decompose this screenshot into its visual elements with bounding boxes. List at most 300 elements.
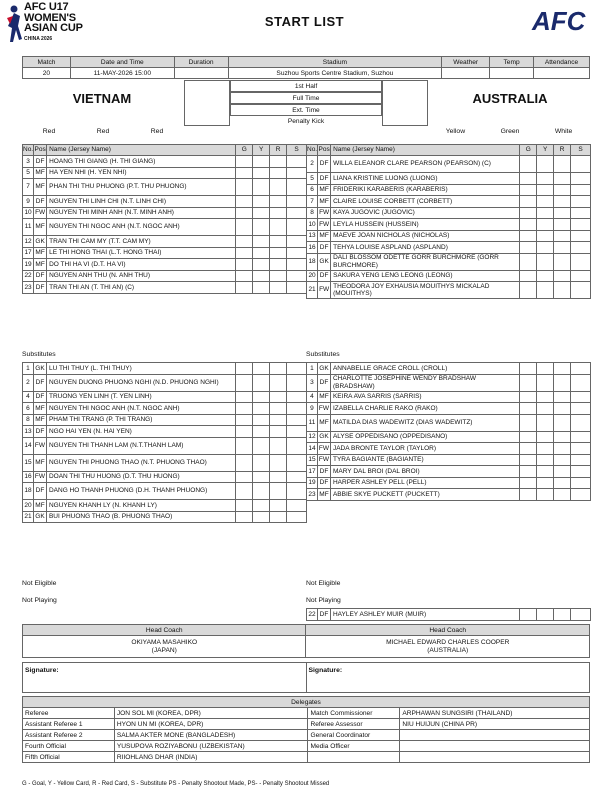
event-cell (287, 511, 307, 523)
match-info-header: Weather (442, 57, 490, 68)
player-row (307, 196, 591, 208)
player-row (23, 179, 307, 196)
player-name: NGUYEN DUONG PHUONG NGHI (N.D. PHUONG NGHI) (46, 374, 235, 391)
event-cell (520, 270, 537, 282)
player-pos: MF (34, 219, 47, 236)
match-info-value: 11-MAY-2026 15:00 (70, 68, 174, 79)
player-row (23, 167, 307, 179)
player-row (23, 282, 307, 294)
column-header: S (571, 145, 591, 156)
home-coach-header: Head Coach (23, 625, 306, 636)
player-name: HARPER ASHLEY PELL (PELL) (330, 477, 519, 489)
event-cell (270, 454, 287, 471)
event-cell (571, 414, 591, 431)
kit-color: White (554, 128, 573, 135)
event-cell (287, 207, 307, 219)
event-cell (554, 363, 571, 375)
player-row (23, 414, 307, 426)
home-kit-colors (22, 128, 184, 135)
event-cell (571, 363, 591, 375)
player-pos: MF (34, 247, 47, 259)
player-row (23, 236, 307, 248)
event-cell (571, 477, 591, 489)
player-pos: DF (318, 242, 331, 254)
player-no: 11 (23, 219, 34, 236)
event-cell (520, 414, 537, 431)
column-header: G (236, 145, 253, 156)
event-cell (253, 167, 270, 179)
home-coach-country: (JAPAN) (151, 646, 177, 654)
player-pos: GK (317, 431, 330, 443)
event-cell (236, 196, 253, 208)
event-cell (520, 363, 537, 375)
event-cell (287, 454, 307, 471)
player-row (23, 374, 307, 391)
event-cell (571, 403, 591, 415)
player-name: DOAN THI THU HUONG (D.T. THU HUONG) (46, 471, 235, 483)
match-info-value: 20 (23, 68, 71, 79)
event-cell (236, 270, 253, 282)
event-cell (537, 454, 554, 466)
player-pos: DF (318, 156, 331, 173)
event-cell (287, 179, 307, 196)
column-header: No. (307, 145, 318, 156)
event-cell (287, 374, 307, 391)
player-row (307, 466, 591, 478)
player-no: 6 (23, 403, 34, 415)
player-row (307, 443, 591, 455)
event-cell (520, 242, 537, 254)
delegate-name: ARPHAWAN SUNGSIRI (THAILAND) (400, 708, 590, 719)
event-cell (571, 156, 591, 173)
player-name: NGUYEN THI PHUONG THAO (N.T. PHUONG THAO) (46, 454, 235, 471)
event-cell (236, 247, 253, 259)
event-cell (270, 500, 287, 512)
event-cell (520, 609, 537, 621)
player-row (23, 403, 307, 415)
player-row (23, 426, 307, 438)
delegate-row (23, 730, 590, 741)
event-cell (253, 219, 270, 236)
home-coach-name: OKIYAMA MASAHIKO (131, 638, 198, 646)
event-cell (554, 270, 571, 282)
event-cell (270, 426, 287, 438)
player-row (307, 609, 591, 621)
player-no: 19 (23, 259, 34, 271)
event-cell (520, 489, 537, 501)
event-cell (571, 282, 591, 299)
event-cell (520, 391, 537, 403)
event-cell (571, 489, 591, 501)
event-cell (571, 230, 591, 242)
kit-color: Red (42, 128, 56, 135)
player-no: 1 (23, 363, 34, 375)
player-no: 15 (23, 454, 34, 471)
player-pos: FW (318, 282, 331, 299)
event-cell (287, 426, 307, 438)
event-cell (520, 454, 537, 466)
player-row (23, 437, 307, 454)
player-no: 8 (307, 207, 318, 219)
player-pos: GK (317, 363, 330, 375)
away-coach-name: MICHAEL EDWARD CHARLES COOPER (386, 638, 510, 646)
match-info-value (174, 68, 228, 79)
player-no: 14 (23, 437, 34, 454)
event-cell (537, 414, 554, 431)
player-pos: MF (33, 500, 46, 512)
event-cell (270, 414, 287, 426)
away-subs-table (306, 362, 591, 501)
player-name: CLAIRE LOUISE CORBETT (CORBETT) (331, 196, 520, 208)
player-row (23, 500, 307, 512)
event-cell (571, 242, 591, 254)
players-header-row (23, 145, 307, 156)
player-pos: GK (33, 511, 46, 523)
delegate-name: HYON UN MI (KOREA, DPR) (114, 719, 308, 730)
player-name: THEODORA JOY EXHAUSIA MOUITHYS MICKALAD (MOUITHYS) (331, 282, 520, 299)
player-pos: MF (34, 167, 47, 179)
delegate-name: SALMA AKTER MONE (BANGLADESH) (114, 730, 308, 741)
event-cell (253, 179, 270, 196)
brand-line: AFC U17 (24, 1, 69, 13)
player-pos: DF (34, 196, 47, 208)
event-cell (253, 259, 270, 271)
match-info-value (442, 68, 490, 79)
event-cell (554, 489, 571, 501)
delegate-role: Media Officer (308, 741, 400, 752)
player-name: JADA BRONTE TAYLOR (TAYLOR) (330, 443, 519, 455)
event-cell (537, 391, 554, 403)
player-pos: FW (33, 471, 46, 483)
event-cell (253, 391, 270, 403)
player-no: 18 (307, 253, 318, 270)
event-cell (287, 500, 307, 512)
player-name: TRUONG YEN LINH (T. YEN LINH) (46, 391, 235, 403)
delegate-role: Referee (23, 708, 115, 719)
event-cell (520, 196, 537, 208)
event-cell (270, 282, 287, 294)
delegate-name (400, 730, 590, 741)
match-info-value (534, 68, 590, 79)
brand-sub: CHINA 2026 (24, 36, 53, 42)
player-pos: MF (317, 391, 330, 403)
event-cell (270, 259, 287, 271)
signature-table (22, 662, 590, 693)
column-header: G (520, 145, 537, 156)
event-cell (537, 156, 554, 173)
player-no: 16 (23, 471, 34, 483)
event-cell (287, 391, 307, 403)
delegate-role: Fourth Official (23, 741, 115, 752)
event-cell (253, 247, 270, 259)
delegate-name: JON SOL MI (KOREA, DPR) (114, 708, 308, 719)
player-no: 22 (307, 609, 318, 621)
event-cell (236, 236, 253, 248)
player-row (307, 207, 591, 219)
event-cell (537, 196, 554, 208)
event-cell (537, 477, 554, 489)
event-cell (554, 196, 571, 208)
delegate-name: YUSUPOVA ROZIYABONU (UZBEKISTAN) (114, 741, 308, 752)
event-cell (571, 184, 591, 196)
player-pos: DF (33, 374, 46, 391)
event-cell (571, 391, 591, 403)
player-name: HOANG THI GIANG (H. THI GIANG) (47, 156, 236, 168)
event-cell (253, 426, 270, 438)
event-cell (253, 471, 270, 483)
event-cell (270, 179, 287, 196)
event-cell (571, 173, 591, 185)
event-cell (571, 219, 591, 231)
period-extra-time: Ext. Time (230, 104, 382, 116)
delegate-row (23, 752, 590, 763)
player-row (307, 414, 591, 431)
player-pos: MF (317, 489, 330, 501)
player-row (307, 156, 591, 173)
event-cell (520, 207, 537, 219)
event-cell (253, 196, 270, 208)
event-cell (287, 471, 307, 483)
player-name: TRAN THI AN (T. THI AN) (C) (47, 282, 236, 294)
home-starters-table (22, 144, 307, 294)
player-row (23, 207, 307, 219)
kit-color: Red (96, 128, 110, 135)
event-cell (520, 431, 537, 443)
player-no: 7 (23, 179, 34, 196)
event-cell (537, 242, 554, 254)
match-info-header: Duration (174, 57, 228, 68)
brand-line: ASIAN CUP (24, 22, 83, 34)
event-cell (554, 609, 571, 621)
event-cell (270, 196, 287, 208)
event-cell (287, 483, 307, 500)
page-title: START LIST (264, 14, 345, 29)
home-score-box (184, 80, 230, 126)
event-cell (537, 431, 554, 443)
player-row (307, 282, 591, 299)
event-cell (554, 477, 571, 489)
delegates-header: Delegates (23, 697, 590, 708)
player-name: NGUYEN ANH THU (N. ANH THU) (47, 270, 236, 282)
player-row (307, 253, 591, 270)
event-cell (270, 483, 287, 500)
player-pos: MF (318, 230, 331, 242)
player-pos: MF (33, 414, 46, 426)
event-cell (253, 236, 270, 248)
event-cell (571, 196, 591, 208)
event-cell (236, 219, 253, 236)
player-no: 13 (307, 230, 318, 242)
player-row (23, 391, 307, 403)
delegate-role (308, 752, 400, 763)
event-cell (253, 500, 270, 512)
player-no: 9 (307, 403, 318, 415)
event-cell (537, 466, 554, 478)
players-header-row (307, 145, 591, 156)
column-header: Pos (318, 145, 331, 156)
player-pos: MF (318, 196, 331, 208)
event-cell (537, 363, 554, 375)
player-row (23, 219, 307, 236)
event-cell (253, 207, 270, 219)
player-row (307, 363, 591, 375)
event-cell (236, 363, 253, 375)
event-cell (554, 431, 571, 443)
player-no: 14 (307, 443, 318, 455)
away-coach-country: (AUSTRALIA) (427, 646, 469, 654)
player-name: LU THI THUY (L. THI THUY) (46, 363, 235, 375)
delegate-role: Referee Assessor (308, 719, 400, 730)
player-pos: MF (318, 184, 331, 196)
event-cell (236, 426, 253, 438)
event-cell (554, 391, 571, 403)
event-cell (537, 230, 554, 242)
event-cell (236, 282, 253, 294)
player-no: 2 (23, 374, 34, 391)
event-cell (554, 156, 571, 173)
period-first-half: 1st Half (230, 80, 382, 92)
player-row (23, 270, 307, 282)
player-row (307, 230, 591, 242)
event-cell (253, 437, 270, 454)
event-cell (236, 471, 253, 483)
player-row (23, 259, 307, 271)
away-kit-colors (428, 128, 590, 135)
player-no: 18 (23, 483, 34, 500)
player-pos: DF (33, 483, 46, 500)
player-no: 15 (307, 454, 318, 466)
event-cell (270, 374, 287, 391)
event-cell (554, 253, 571, 270)
event-cell (554, 282, 571, 299)
delegate-role: General Coordinator (308, 730, 400, 741)
player-pos: FW (33, 437, 46, 454)
event-cell (520, 253, 537, 270)
event-cell (287, 236, 307, 248)
event-cell (236, 454, 253, 471)
player-no: 5 (307, 173, 318, 185)
event-cell (253, 156, 270, 168)
player-pos: FW (317, 443, 330, 455)
event-cell (537, 403, 554, 415)
delegate-name (400, 752, 590, 763)
player-no: 23 (23, 282, 34, 294)
player-no: 17 (307, 466, 318, 478)
player-no: 10 (23, 207, 34, 219)
event-cell (270, 363, 287, 375)
player-pos: FW (34, 207, 47, 219)
away-not-playing-table (306, 608, 591, 621)
player-no: 21 (307, 282, 318, 299)
brand-line: WOMEN'S (24, 11, 76, 24)
event-cell (236, 156, 253, 168)
player-pos: MF (317, 414, 330, 431)
event-cell (537, 282, 554, 299)
player-name: TYRA BAGIANTE (BAGIANTE) (330, 454, 519, 466)
event-cell (270, 167, 287, 179)
event-cell (571, 466, 591, 478)
player-no: 23 (307, 489, 318, 501)
player-pos: FW (318, 219, 331, 231)
event-cell (270, 437, 287, 454)
event-cell (287, 437, 307, 454)
player-row (23, 363, 307, 375)
match-info-header: Attendance (534, 57, 590, 68)
player-name: PHAM THI TRANG (P. THI TRANG) (46, 414, 235, 426)
event-cell (287, 363, 307, 375)
coaches-table (22, 624, 590, 658)
event-cell (236, 511, 253, 523)
kit-color: Green (500, 128, 520, 135)
delegate-role: Fifth Official (23, 752, 115, 763)
player-name: DALI BLOSSOM ODETTE GORR BURCHMORE (GORR BURCHMORE) (331, 253, 520, 270)
player-pos: DF (317, 374, 330, 391)
player-name: HA YEN NHI (H. YEN NHI) (47, 167, 236, 179)
event-cell (571, 431, 591, 443)
player-row (307, 403, 591, 415)
column-header: Name (Jersey Name) (47, 145, 236, 156)
player-name: KAYA JUGOVIC (JUGOVIC) (331, 207, 520, 219)
event-cell (236, 391, 253, 403)
column-header: Name (Jersey Name) (331, 145, 520, 156)
delegate-name (400, 741, 590, 752)
player-row (23, 247, 307, 259)
player-name: MARY DAL BROI (DAL BROI) (330, 466, 519, 478)
event-cell (253, 414, 270, 426)
player-no: 4 (307, 391, 318, 403)
player-pos: DF (318, 270, 331, 282)
event-cell (520, 374, 537, 391)
match-info-table (22, 56, 590, 79)
event-cell (270, 511, 287, 523)
event-cell (571, 207, 591, 219)
player-no: 11 (307, 414, 318, 431)
player-no: 2 (307, 156, 318, 173)
player-no: 19 (307, 477, 318, 489)
player-name: NGUYEN THI NGOC ANH (N.T. NGOC ANH) (47, 219, 236, 236)
svg-text:AFC: AFC (532, 6, 586, 34)
event-cell (270, 207, 287, 219)
home-not-eligible-label: Not Eligible (22, 580, 57, 587)
event-cell (236, 437, 253, 454)
kit-color: Yellow (445, 128, 466, 135)
event-cell (253, 511, 270, 523)
event-cell (554, 374, 571, 391)
delegate-row (23, 708, 590, 719)
player-name: MATILDA DIAS WADEWITZ (DIAS WADEWITZ) (330, 414, 519, 431)
event-cell (236, 179, 253, 196)
player-row (307, 184, 591, 196)
event-cell (571, 609, 591, 621)
delegate-row (23, 719, 590, 730)
player-row (23, 196, 307, 208)
player-no: 20 (23, 500, 34, 512)
player-row (307, 391, 591, 403)
event-cell (287, 196, 307, 208)
column-header: R (554, 145, 571, 156)
event-cell (270, 236, 287, 248)
player-no: 17 (23, 247, 34, 259)
event-cell (270, 219, 287, 236)
player-pos: DF (317, 466, 330, 478)
player-name: SAKURA YENG LENG LEONG (LEONG) (331, 270, 520, 282)
event-cell (520, 219, 537, 231)
event-cell (537, 219, 554, 231)
away-score-box (382, 80, 428, 126)
event-cell (537, 253, 554, 270)
delegates-table (22, 696, 590, 763)
event-cell (537, 609, 554, 621)
